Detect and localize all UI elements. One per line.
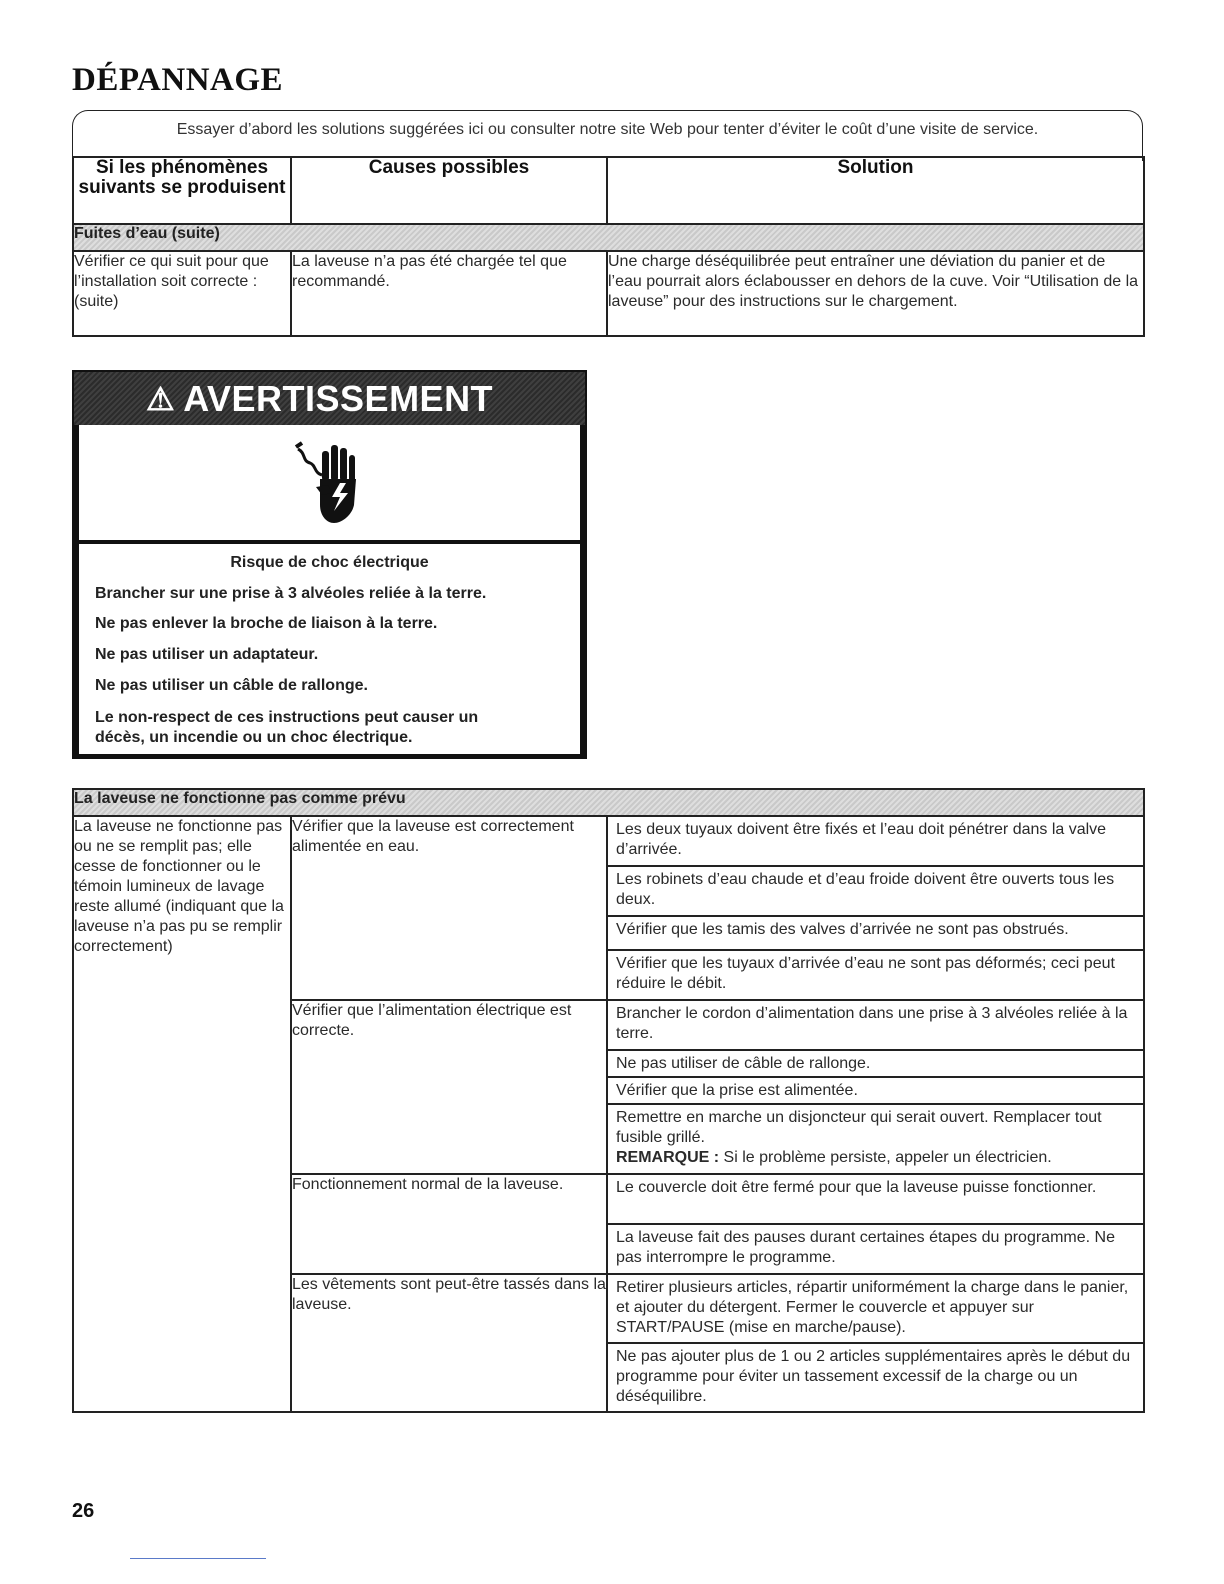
solution-cell: Les robinets d’eau chaude et d’eau froide doivent être ouverts tous les deux. xyxy=(607,866,1144,916)
solution-cell: Ne pas utiliser de câble de rallonge. xyxy=(607,1050,1144,1077)
troubleshooting-table-operation xyxy=(72,788,1145,1413)
warning-box xyxy=(72,370,587,759)
remarque-label: REMARQUE : xyxy=(616,1149,720,1166)
solution-cell xyxy=(607,1104,1144,1174)
page-title: DÉPANNAGE xyxy=(72,62,284,98)
warning-line: Le non-respect de ces instructions peut causer un décès, un incendie ou un choc électrique. xyxy=(95,709,479,746)
page-number: 26 xyxy=(72,1500,95,1522)
electric-shock-hand-icon xyxy=(292,439,362,527)
section-header-row xyxy=(73,224,1144,251)
solution-cell: La laveuse fait des pauses durant certaines étapes du programme. Ne pas interrompre le programme. xyxy=(607,1224,1144,1274)
cause-cell: La laveuse n’a pas été chargée tel que recommandé. xyxy=(291,251,607,336)
warning-title: AVERTISSEMENT xyxy=(183,377,494,419)
remarque xyxy=(616,1148,1135,1168)
warning-line: Ne pas enlever la broche de liaison à la terre. xyxy=(95,615,438,632)
warning-header xyxy=(74,372,585,425)
warning-line: Ne pas utiliser un adaptateur. xyxy=(95,646,319,663)
symptom-cell: La laveuse ne fonctionne pas ou ne se remplit pas; elle cesse de fonctionner ou le témoin lumineux de lavage reste allumé (indiquant que la laveuse n’a pas pu se remplir correctement) xyxy=(73,816,291,1412)
footer-rule xyxy=(130,1558,266,1559)
warning-body xyxy=(79,544,580,754)
troubleshooting-table-leaks xyxy=(72,156,1145,337)
symptom-cell: Vérifier ce qui suit pour que l’installation soit correcte : (suite) xyxy=(73,251,291,336)
section-title-leaks: Fuites d’eau (suite) xyxy=(73,224,1144,251)
solution-cell: Le couvercle doit être fermé pour que la laveuse puisse fonctionner. xyxy=(607,1174,1144,1224)
warning-line: Ne pas utiliser un câble de rallonge. xyxy=(95,677,368,694)
warning-risk: Risque de choc électrique xyxy=(230,554,429,571)
solution-cell: Ne pas ajouter plus de 1 ou 2 articles supplémentaires après le début du programme pour éviter un tassement excessif de la charge ou un déséquilibre. xyxy=(607,1343,1144,1412)
solution-cell: Vérifier que les tamis des valves d’arrivée ne sont pas obstrués. xyxy=(607,916,1144,950)
intro-text: Essayer d’abord les solutions suggérées ici ou consulter notre site Web pour tenter d’éviter le coût d’une visite de service. xyxy=(176,121,1039,138)
header-symptoms: Si les phénomènes suivants se produisent xyxy=(73,157,291,224)
solution-cell: Retirer plusieurs articles, répartir uniformément la charge dans le panier, et ajouter du détergent. Fermer le couvercle et appuyer sur START/PAUSE (mise en marche/pause). xyxy=(607,1274,1144,1343)
cause-cell: Vérifier que l’alimentation électrique est correcte. xyxy=(291,1000,607,1174)
solution-text: Remettre en marche un disjoncteur qui serait ouvert. Remplacer tout fusible grillé. xyxy=(616,1109,1102,1146)
warning-triangle-icon: ⚠ xyxy=(146,380,176,417)
cause-cell: Fonctionnement normal de la laveuse. xyxy=(291,1174,607,1274)
cause-cell: Vérifier que la laveuse est correctement alimentée en eau. xyxy=(291,816,607,1000)
section-title-operation: La laveuse ne fonctionne pas comme prévu xyxy=(73,789,1144,816)
table-row xyxy=(73,251,1144,336)
remarque-text: Si le problème persiste, appeler un électricien. xyxy=(719,1149,1052,1166)
header-causes: Causes possibles xyxy=(291,157,607,224)
intro-frame xyxy=(72,110,1143,161)
cause-cell: Les vêtements sont peut-être tassés dans la laveuse. xyxy=(291,1274,607,1412)
solution-cell: Une charge déséquilibrée peut entraîner une déviation du panier et de l’eau pourrait alors éclabousser en dehors de la cuve. Voir “Utilisation de la laveuse” pour des instructions sur le chargement. xyxy=(607,251,1144,336)
solution-cell: Brancher le cordon d’alimentation dans une prise à 3 alvéoles reliée à la terre. xyxy=(607,1000,1144,1050)
header-solution: Solution xyxy=(607,157,1144,224)
warning-icon-box xyxy=(79,425,580,542)
section-header-row xyxy=(73,789,1144,816)
table-row xyxy=(73,816,1144,866)
solution-cell: Vérifier que les tuyaux d’arrivée d’eau ne sont pas déformés; ceci peut réduire le débit. xyxy=(607,950,1144,1000)
solution-cell: Vérifier que la prise est alimentée. xyxy=(607,1077,1144,1104)
solution-cell: Les deux tuyaux doivent être fixés et l’eau doit pénétrer dans la valve d’arrivée. xyxy=(607,816,1144,866)
warning-line: Brancher sur une prise à 3 alvéoles reliée à la terre. xyxy=(95,585,487,602)
table-header-row xyxy=(73,157,1144,224)
